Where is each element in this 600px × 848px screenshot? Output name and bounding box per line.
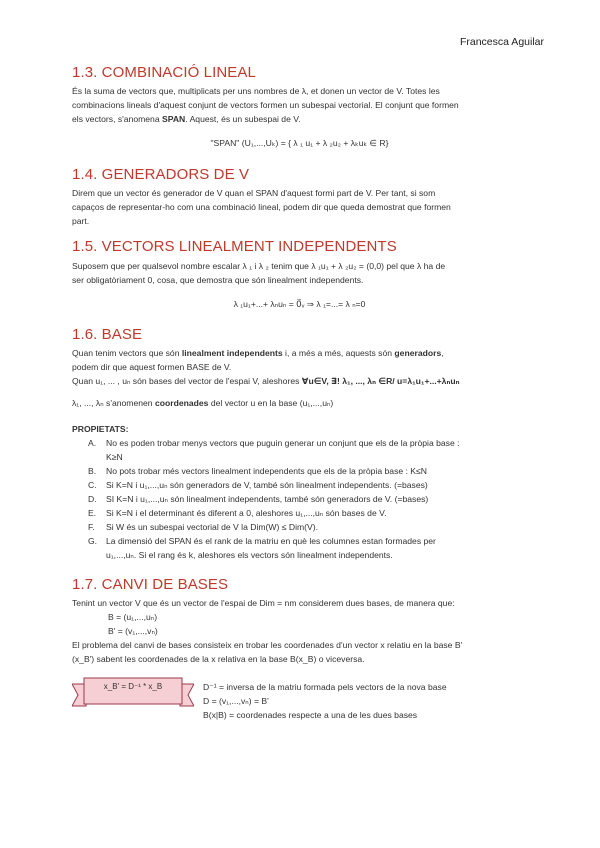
paragraph-line: part. xyxy=(72,216,90,226)
list-item xyxy=(88,478,527,492)
text-span: , xyxy=(441,348,444,358)
text-span: . Aquest, és un subespai de V. xyxy=(185,114,301,124)
section-title: 1.4. GENERADORS DE V xyxy=(72,166,250,183)
paragraph-line: El problema del canvi de bases consisteix en trobar les coordenades d'un vector x relatiu en la base B' xyxy=(72,640,463,650)
paragraph-line: Direm que un vector és generador de V quan el SPAN d'aquest formi part de V. Per tant, si som xyxy=(72,188,436,198)
paragraph-line xyxy=(72,374,527,388)
paragraph-line xyxy=(72,396,527,410)
list-item xyxy=(88,520,527,534)
list-item-text: Si W és un subespai vectorial de V la Dim(W) ≤ Dim(V). xyxy=(106,522,318,532)
list-marker: G. xyxy=(88,536,98,546)
independence-formula: λ ₁u₁+...+ λₙuₙ = 0⃗ᵥ ⇒ λ ₁=...= λ ₙ=0 xyxy=(233,299,366,309)
bold-term-span: generadors xyxy=(394,348,442,358)
list-item xyxy=(88,534,527,562)
paragraph-line: Suposem que per qualsevol nombre escalar λ ₁ i λ ₂ tenim que λ ₁u₁ + λ ₂u₂ = (0,0) pel que λ ha de xyxy=(72,261,446,271)
text-span: del vector u en la base (u₁,...,uₙ) xyxy=(208,398,334,408)
text-span: λ₁, ..., λₙ s'anomenen xyxy=(72,398,155,408)
properties-title xyxy=(72,422,527,436)
list-marker: B. xyxy=(88,466,97,476)
span-formula: "SPAN" (U₁,...,Uₖ) = { λ ₁ u₁ + λ ₂u₂ + λₖuₖ ∈ R} xyxy=(210,138,389,148)
section-generadors xyxy=(72,166,527,228)
text-span: i, a més a més, aquests són xyxy=(282,348,395,358)
list-item-text: Si K=N i u₁,...,uₙ són generadors de V, també són linealment independents. (=bases) xyxy=(106,480,428,490)
section-combinacio-lineal xyxy=(72,64,527,150)
list-item xyxy=(88,464,527,478)
bold-term-span: linealment independents xyxy=(181,348,283,358)
list-item-text: u₁,...,uₙ. Si el rang és k, aleshores els vectors són linealment independents. xyxy=(106,550,393,560)
list-item-text: No es poden trobar menys vectors que puguin generar un conjunt que els de la pròpia base : xyxy=(106,438,460,448)
paragraph-line: podem dir que aquest formen BASE de V. xyxy=(72,362,232,372)
base-b-prime-definition: B' = (v₁,...,vₙ) xyxy=(108,626,158,636)
paragraph-line: (x_B') sabent les coordenades de la x relativa en la base B(x_B) o viceversa. xyxy=(72,654,365,664)
paragraph-line: combinacions lineals d'aquest conjunt de vectors formen un subespai vectorial. El conjunt que formen xyxy=(72,100,459,110)
section-title: 1.7. CANVI DE BASES xyxy=(72,576,229,593)
text-span: Quan tenim vectors que són xyxy=(72,348,182,358)
base-b-definition: B = (u₁,...,uₙ) xyxy=(108,612,158,622)
paragraph-line xyxy=(72,112,527,126)
properties-list xyxy=(72,436,527,562)
section-base xyxy=(72,326,527,562)
list-item xyxy=(88,492,527,506)
list-item-text: No pots trobar més vectors linealment independents que els de la pròpia base : K≤N xyxy=(106,466,427,476)
paragraph-line: capaços de representar-ho com una combinació lineal, podem dir que queda demostrat que formen xyxy=(72,202,451,212)
section-title: 1.6. BASE xyxy=(72,326,143,343)
list-item-text: K≥N xyxy=(106,452,123,462)
text-span: els vectors, s'anomena xyxy=(72,114,163,124)
author-name: Francesca Aguilar xyxy=(459,36,544,48)
list-item-text: SI K=N i u₁,...,uₙ són linealment independents, també són generadors de V. (=bases) xyxy=(106,494,429,504)
paragraph-line xyxy=(72,346,527,360)
definition-line: B(x|B) = coordenades respecte a una de les dues bases xyxy=(203,710,418,720)
definition-line: D⁻¹ = inversa de la matriu formada pels vectors de la nova base xyxy=(203,682,447,692)
section-title: 1.3. COMBINACIÓ LINEAL xyxy=(72,64,256,81)
text-span: Quan u₁, ... , uₙ són bases del vector de l'espai V, aleshores xyxy=(72,376,302,386)
bold-term-span: coordenades xyxy=(154,398,209,408)
list-item-text: La dimensió del SPAN és el rank de la matriu en què les columnes estan formades per xyxy=(106,536,436,546)
list-marker: D. xyxy=(88,494,97,504)
list-marker: C. xyxy=(88,480,97,490)
definition-line: D = (v₁,...,vₙ) = B' xyxy=(203,696,269,706)
formula-definitions xyxy=(203,680,533,722)
paragraph-line: ser obligatòriament 0, cosa, que demostra que són linealment independents. xyxy=(72,275,364,285)
section-vectors-independents xyxy=(72,238,527,311)
change-of-basis-formula: x_B' = D⁻¹ * x_B xyxy=(103,682,163,691)
list-marker: F. xyxy=(88,522,95,532)
list-marker: E. xyxy=(88,508,97,518)
paragraph-line: Tenint un vector V que és un vector de l'espai de Dim = nm considerem dues bases, de manera que: xyxy=(72,598,455,608)
list-item-text: Si K=N i el determinant és diferent a 0, aleshores u₁,...,uₙ són bases de V. xyxy=(106,508,387,518)
bold-term-span: SPAN xyxy=(162,114,186,124)
paragraph-line: És la suma de vectors que, multiplicats per uns nombres de λ, et donen un vector de V. Totes les xyxy=(72,86,440,96)
section-canvi-bases xyxy=(72,576,527,666)
list-marker: A. xyxy=(88,438,97,448)
bold-term-span: PROPIETATS: xyxy=(72,424,129,434)
list-item xyxy=(88,506,527,520)
ribbon-banner-icon xyxy=(72,672,194,716)
list-item xyxy=(88,436,527,464)
base-definition-formula: ∀u∈V, ∃! λ₁, ..., λₙ ∈R/ u=λ₁u₁+...+λₙuₙ xyxy=(301,376,460,386)
section-title: 1.5. VECTORS LINEALMENT INDEPENDENTS xyxy=(72,238,397,255)
formula-banner xyxy=(72,672,194,716)
